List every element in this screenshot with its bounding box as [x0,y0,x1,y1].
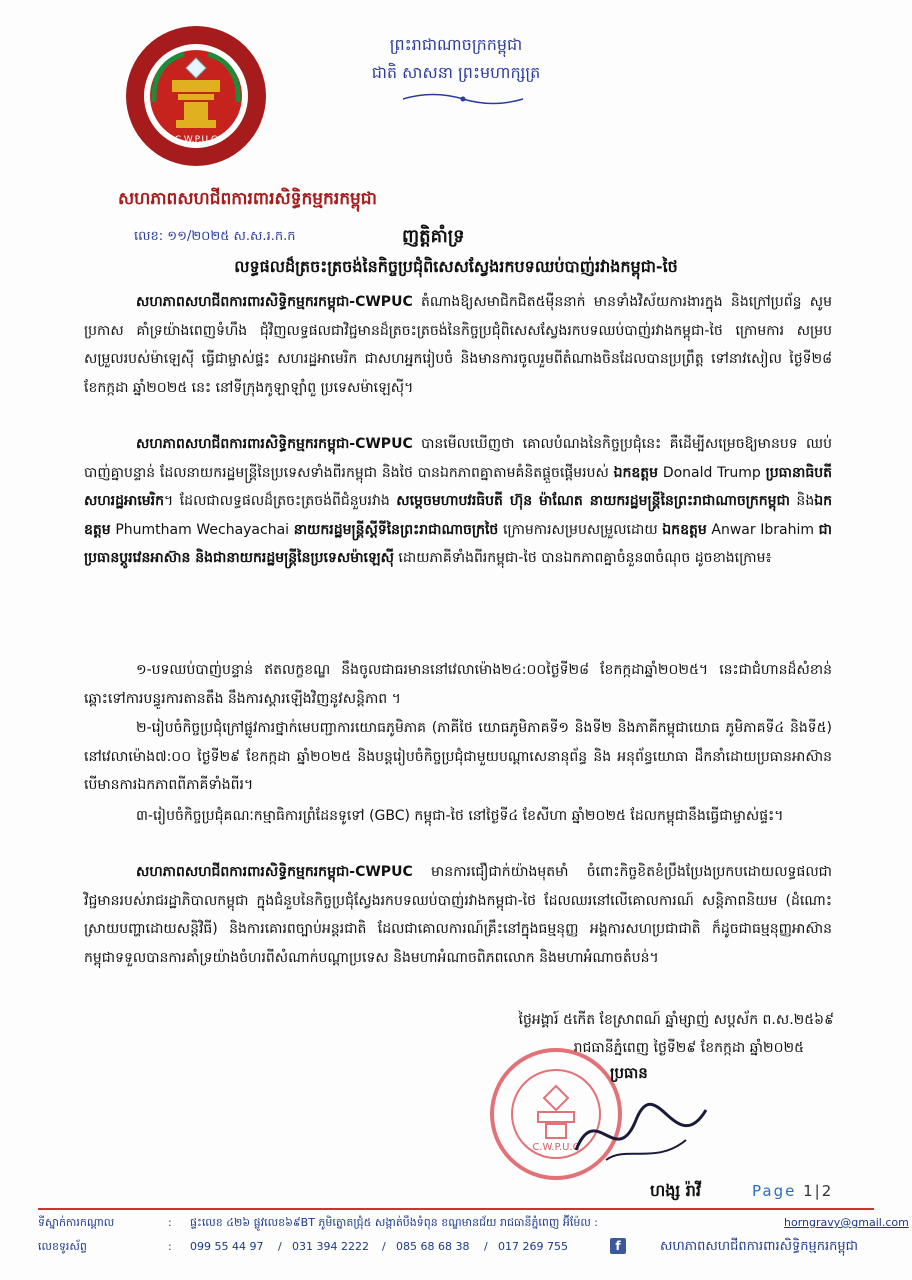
paragraph-closing-lead: សហភាពសហជីពការពារសិទ្ធិកម្មករកម្ពុជា-CWPUC [136,864,413,880]
paragraph-2-role-anwar: ជាប្រធានប្តូរវេនអាស៊ាន និងជានាយករដ្ឋមន្ត្រីនៃប្រទេសម៉ាឡេស៊ី [84,521,832,566]
kingdom-line-2: ជាតិ សាសនា ព្រះមហាក្សត្រ [371,63,541,82]
phone-number-2[interactable]: 031 394 2222 [292,1240,369,1253]
stamp-acronym: C.W.P.U.C [532,1142,580,1153]
phone-separator: / [484,1240,488,1253]
point-1-text: ១-បទឈប់បាញ់បន្ទាន់ ឥតលក្ខខណ្ឌ នឹងចូលជាធរមាននៅវេលាម៉ោង២៤:០០ថ្ងៃទី២៨ ខែកក្កដាឆ្នាំ២០២៥។ នេះជាជំហានដ៏សំខាន់ ឆ្ពោះទៅការបន្ធូរការតានតឹង នឹងការស្តារឡើងវិញនូវសន្តិភាព ។ [84,662,832,707]
phone-separator: / [278,1240,282,1253]
paragraph-closing-text: មានការជឿជាក់យ៉ាងមុតមាំ ចំពោះកិច្ចខិតខំប្រឹងប្រែងប្រកបដោយលទ្ធផលជាវិជ្ជមានរបស់រាជរដ្ឋាភិបាលកម្ពុជា ក្នុងជំនួបនៃកិច្ចប្រជុំស្វែងរកបទឈប់បាញ់រវាងកម្ពុជា-ថៃ ដែលឈរនៅលើគោលការណ៍ សន្តិភាពនិយម (ដំណោះស្រាយបញ្ហាដោយសន្តិវិធី) និងការគោរពច្បាប់អន្តរជាតិ ដែលជាគោលការណ៍គ្រឹះនៅក្នុងធម្មនុញ្ញ អង្គការសហប្រជាជាតិ ក៏ដូចជាធម្មនុញ្ញអាស៊ាន កម្ពុជាទទួលបានការគាំទ្រយ៉ាងចំហរពីសំណាក់បណ្តាប្រទេស និងមហាអំណាចពិភពលោក និងមហាអំណាចតំបន់។ [84,864,832,966]
paragraph-2-lead: សហភាពសហជីពការពារសិទ្ធិកម្មករកម្ពុជា-CWPUC [136,436,413,452]
paragraph-2-name-trump: Donald Trump [658,464,766,481]
logo-acronym: C.W.P.U.C [174,135,218,145]
paragraph-2-role-trump: ប្រធានាធិបតីសហរដ្ឋអាមេរិក [84,464,832,509]
address-label: ទីស្នាក់ការកណ្តាល [38,1216,115,1229]
facebook-icon[interactable]: f [610,1238,626,1254]
paragraph-closing [84,858,832,972]
point-2 [84,714,832,800]
decorative-flourish [398,90,528,108]
paragraph-2-name-anwar: Anwar Ibrahim [706,521,819,538]
page-label: Page [752,1182,797,1200]
phone-number-4[interactable]: 017 269 755 [498,1240,568,1253]
paragraph-1-text: តំណាងឱ្យសមាជិកជិត៥ម៉ឺននាក់ មានទាំងវិស័យការងារក្នុង និងក្រៅប្រព័ន្ធ សូមប្រកាស គាំទ្រយ៉ាងពេញទំហឹង ជុំវិញលទ្ធផលជាវិជ្ជមានដ៏ត្រចះត្រចង់នៃកិច្ចប្រជុំពិសេសស្វែងរកបទឈប់បាញ់រវាងកម្ពុជា-ថៃ ក្រោមការ សម្របសម្រួលរបស់ម៉ាឡេស៊ី ធ្វើជាម្ចាស់ផ្ទះ សហរដ្ឋអាមេរិក ជាសហអ្នករៀបចំ និងមានការចូលរួមពីតំណាងចិនដែលបានប្រព្រឹត្ត ទៅនាវសៀល ថ្ងៃទី២៨ ខែកក្កដា ឆ្នាំ២០២៥ នេះ នៅទីក្រុងកូឡាឡាំពួ ប្រទេសម៉ាឡេស៊ី។ [84,294,832,396]
footer-organization-name: សហភាពសហជីពការពារសិទ្ធិកម្មករកម្ពុជា [660,1239,859,1254]
paragraph-1-lead: សហភាពសហជីពការពារសិទ្ធិកម្មករកម្ពុជា-CWPUC [136,294,413,310]
handwritten-signature [566,1090,716,1180]
paragraph-2 [84,430,832,573]
kingdom-line-1: ព្រះរាជាណាចក្រកម្ពុជា [389,35,523,54]
phone-separator: / [382,1240,386,1253]
document-title: ញត្តិគាំទ្រ [402,226,465,247]
paragraph-2-pm-cambodia: សម្តេចមហាបវរធិបតី ហ៊ុន ម៉ាណែត នាយករដ្ឋមន្ត្រីនៃព្រះរាជាណាចក្រកម្ពុជា [396,493,790,509]
paragraph-1 [84,288,832,402]
document-subtitle: លទ្ធផលដ៏ត្រចះត្រចង់នៃកិច្ចប្រជុំពិសេសស្វែងរកបទឈប់បាញ់រវាងកម្ពុជា-ថៃ [234,257,678,276]
paragraph-2-role-phumtham: នាយករដ្ឋមន្ត្រីស្តីទីនៃព្រះរាជាណាចក្រថៃ [293,521,499,538]
phone-label: លេខទូរស័ព្ទ [38,1240,87,1253]
point-3-text: ៣-រៀបចំកិច្ចប្រជុំគណៈកម្មាធិការព្រំដែនទូទៅ (GBC) កម្ពុជា-ថៃ នៅថ្ងៃទី៤ ខែសីហា ឆ្នាំ២០២៥ ដែលកម្ពុជានឹងធ្វើជាម្ចាស់ផ្ទះ។ [136,808,784,824]
footer-divider [38,1208,874,1210]
reference-number: លេខ: ១១/២០២៥ ស.ស.រ.ក.ក [134,229,296,244]
point-1 [84,656,832,713]
paragraph-2-title-1: ឯកឧត្តម [613,464,659,481]
paragraph-2-text-a: បានមើលឃើញថា គោលបំណងនៃកិច្ចប្រជុំនេះ គឺដើម្បីសម្រេចឱ្យមានបទ ឈប់បាញ់គ្នាបន្ទាន់ ដែលនាយករដ្ឋមន្ត្រីនៃប្រទេសទាំងពីរកម្ពុជា និងថៃ បានឯកភាពគ្នាតាមគំនិតផ្តួចផ្តើមរបស់ [84,436,832,481]
organization-name: សហភាពសហជីពការពារសិទ្ធិកម្មករកម្ពុជា [118,189,377,209]
paragraph-2-text-k: ក្រោមការសម្របសម្រួលដោយ [498,521,663,538]
signatory-role: ប្រធាន [610,1064,648,1082]
paragraph-2-text-g: និង [789,493,815,509]
signatory-name: ហង្ស រ៉ាវី [650,1181,701,1200]
point-3 [84,802,832,831]
phone-number-3[interactable]: 085 68 68 38 [396,1240,470,1253]
paragraph-2-text-o: ដោយភាគីទាំងពីរកម្ពុជា-ថៃ បានឯកភាពគ្នាចំនួន៣ចំណុច ដូចខាងក្រោម៖ [393,550,772,566]
paragraph-2-title-2: ឯកឧត្តម [84,493,832,538]
address-text: ផ្ទះលេខ ៤២៦ ផ្លូវលេខ៦៩BT ភូមិត្នោតជ្រុំ៥ សង្កាត់បឹងទំពុន ខណ្ឌមានជ័យ រាជធានីភ្នំពេញ អ៊ីម៉ែល : [190,1216,599,1229]
address-colon: : [168,1216,172,1229]
point-2-text: ២-រៀបចំកិច្ចប្រជុំក្រៅផ្លូវការថ្នាក់មេបញ្ជាការយោធភូមិភាគ (ភាគីថៃ យោធភូមិភាគទី១ និងទី២ និងភាគីកម្ពុជាយោធ ភូមិភាគទី៤ និងទី៥) នៅវេលាម៉ោង៧:០០ ថ្ងៃទី២៩ ខែកក្កដា ឆ្នាំ២០២៥ និងបន្តរៀបចំកិច្ចប្រជុំជាមួយបណ្តាសេនានុព័ន្ធ និង អនុព័ន្ធយោធា ដឹកនាំដោយប្រធានអាស៊ាន បើមានការឯកភាពពីភាគីទាំងពីរ។ [84,720,832,793]
date-solar: រាជធានីភ្នំពេញ ថ្ងៃទី២៩ ខែកក្កដា ឆ្នាំ២០២៥ [573,1040,804,1056]
phone-number-1[interactable]: 099 55 44 97 [190,1240,264,1253]
page-value: 1|2 [803,1182,834,1200]
date-lunar: ថ្ងៃអង្គារ៍ ៥កើត ខែស្រាពណ៍ ឆ្នាំម្សាញ់ សប្តស័ក ព.ស.២៥៦៩ [518,1012,834,1028]
paragraph-2-text-e: ។ ដែលជាលទ្ធផលដ៏ត្រចះត្រចង់ពីជំនួបរវាង [163,493,397,509]
page-indicator [752,1182,833,1200]
phone-colon: : [168,1240,172,1253]
email-link[interactable]: horngravy@gmail.com [784,1216,909,1229]
paragraph-2-title-3: ឯកឧត្តម [662,521,707,538]
paragraph-2-name-phumtham: Phumtham Wechayachai [110,521,294,538]
